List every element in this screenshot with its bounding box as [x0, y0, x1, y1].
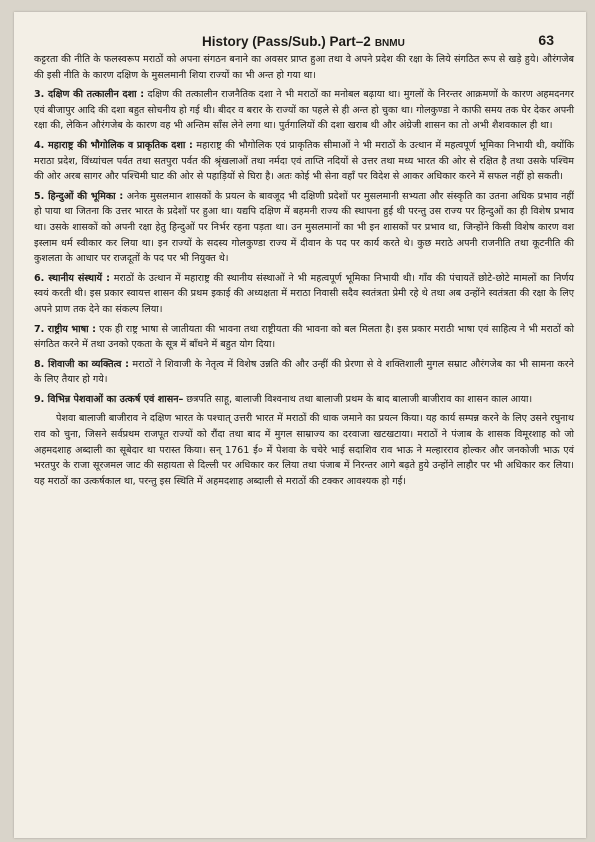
- page-number: 63: [538, 32, 554, 48]
- paragraph-text: पेशवा बालाजी बाजीराव ने दक्षिण भारत के पश्चात् उत्तरी भारत में मराठों की धाक जमाने का प्रयत्न किया। यह कार्य सम्पन्न करने के लिए उसने रघुनाथ राव को चुना, जिसने सर्वप्रथम राजपूत राज्यों को रौंदा तथा बाद में मुगल साम्राज्य का दरवाजा खटखटाया। मराठों ने पंजाब के शासक विमूरशाह को जो अहमदशाह अब्दाली का सूबेदार था परास्त किया। सन् 1761 ई० में पेशवा के चचेरे भाई सदाशिव राव भाऊ ने मल्हारराव होल्कर और जनकोजी भाऊ एवं भरतपुर के राजा सूरजमल जाट की सहायता से दिल्ली पर अधिकार कर लिया तथा पंजाब में निरन्तर आगे बढ़ते हुये उन्होंने लाहौर पर भी अधिकार कर लिया। यह मराठों का उत्कर्षकाल था, परन्तु इस स्थिति में अहमदशाह अब्दाली से मराठों की टक्कर आवश्यक हो गई।: [34, 413, 574, 487]
- section-heading: 4. महाराष्ट्र की भौगोलिक व प्राकृतिक दशा :: [34, 139, 193, 151]
- paragraph: [34, 392, 574, 408]
- paragraph: [34, 271, 574, 318]
- paragraph: [34, 189, 574, 267]
- paragraph: [34, 411, 574, 489]
- paragraph-text: कट्टरता की नीति के फलस्वरूप मराठों को अपना संगठन बनाने का अवसर प्राप्त हुआ तथा वे अपने प्रदेश की रक्षा के लिये संगठित रूप से खड़े हुये। औरंगजेब की इसी नीति के कारण दक्षिण के मुसलमानी शिया राज्यों का भी अन्त हो गया था।: [34, 54, 574, 81]
- paragraph: [34, 322, 574, 353]
- paragraph-text: एक ही राष्ट्र भाषा से जातीयता की भावना तथा राष्ट्रीयता की भावना को बल मिलता है। इस प्रकार मराठी भाषा एवं साहित्य ने भी मराठों को संगठित करने में तथा उनको एकता के सूत्र में बाँधने में बहुत योग दिया।: [34, 323, 575, 351]
- university-code: BNMU: [374, 38, 405, 49]
- paragraph: [34, 357, 574, 388]
- paragraph-text: मराठों ने शिवाजी के नेतृत्व में विशेष उन्नति की और उन्हीं की प्रेरणा से वे शक्तिशाली मुगल सम्राट औरंगजेब का भी सामना करने के लिए तैयार हो गये।: [34, 358, 574, 386]
- paragraph-text: मराठों के उत्थान में महाराष्ट्र की स्थानीय संस्थाओं ने भी महत्वपूर्ण भूमिका निभायी थी। गाँव की पंचायतें छोटे-छोटे मामलों का निर्णय स्वयं करती थी। इस प्रकार स्वायत्त शासन की प्रथम इकाई की अध्यक्षता में मराठा निवासी सदैव स्वतंत्रता प्रेमी रहे थे तथा अब उन्होंने स्वतंत्रता की रक्षा के लिए अपने प्राण तक देने का संकल्प लिया।: [34, 272, 574, 315]
- section-heading: 6. स्थानीय संस्थायें :: [34, 272, 110, 284]
- paragraph: [34, 138, 574, 185]
- section-heading: 3. दक्षिण की तत्कालीन दशा :: [34, 89, 145, 101]
- running-title: History (Pass/Sub.) Part–2 BNMU: [202, 34, 405, 49]
- section-heading: 9. विभिन्न पेशवाओं का उत्कर्ष एवं शासन–: [34, 393, 184, 405]
- paragraph-text: अनेक मुसलमान शासकों के प्रयत्न के बावजूद भी दक्षिणी प्रदेशों पर मुसलमानी सभ्यता और संस्कृति का उतना अधिक प्रभाव नहीं हो पाया था जितना कि उत्तर भारत के प्रदेशों पर हुआ था। यद्यपि दक्षिण में बहमनी राज्य की स्थापना हुई थी परन्तु उस राज्य पर हिन्दुओं का ही विशेष प्रभाव था। उसके शासकों को अपनी रक्षा हेतु हिन्दुओं पर निर्भर रहना पड़ता था। उन मुसलमानों का भी इन शासकों पर प्रभाव था, जिन्होंने किसी विशेष कारण वश इस्लाम धर्म स्वीकार कर लिया था। इन राज्यों के सदस्य गोलकुण्डा राज्य में दीवान के पद पर कार्य करते थे। कुछ मराठे अपनी राजनीति तथा कूटनीति की कुशलता के आधार पर राजदूतों के पद पर भी नियुक्त थे।: [34, 190, 574, 265]
- paragraph: [34, 87, 574, 134]
- section-heading: 7. राष्ट्रीय भाषा :: [34, 323, 96, 335]
- page-header: [14, 26, 586, 52]
- section-heading: 8. शिवाजी का व्यक्तित्व :: [34, 358, 130, 370]
- document-page: [14, 12, 586, 838]
- section-heading: 5. हिन्दुओं की भूमिका :: [34, 190, 124, 202]
- paragraph-text: छत्रपति साहू, बालाजी विश्वनाथ तथा बालाजी प्रथम के बाद बालाजी बाजीराव का शासन काल आया।: [186, 393, 533, 405]
- paragraph-text: दक्षिण की तत्कालीन राजनैतिक दशा ने भी मराठों का मनोबल बढ़ाया था। मुगलों के निरन्तर आक्रमणों के कारण अहमदनगर एवं बीजापुर आदि की दशा बहुत सोचनीय हो गई थी। बीदर व बरार के राज्यों का पहले से ही अन्त हो चुका था। गोलकुण्डा ने काफी समय तक घेर देकर अपनी रक्षा की, लेकिन औरंगजेब के कारण वह भी अन्तिम साँस लेने लगा था। पुर्तगालियों की दशा खराब थी और अंग्रेजी शासन का तो अभी शैशवकाल ही था।: [34, 89, 574, 132]
- body-text: [34, 52, 574, 493]
- paragraph-text: महाराष्ट्र की भौगोलिक एवं प्राकृतिक सीमाओं ने भी मराठों के उत्थान में महत्वपूर्ण भूमिका निभायी थी, क्योंकि मराठा प्रदेश, विंध्यांचल पर्वत तथा सतपुरा पर्वत की श्रृंखलाओं तथा नर्मदा एवं ताप्ति नदियों से उत्तर तथा मध्य भारत की ओर से रक्षित है तथा उसके पश्चिम की ओर अरब सागर और पश्चिमी घाट की ओर से पहाड़ियों से घिरा है। अतः कोई भी सेना वहाँ पर विदेश से आकर अधिकार करने में सफल नहीं हो सकती।: [34, 139, 574, 183]
- paragraph: [34, 52, 574, 83]
